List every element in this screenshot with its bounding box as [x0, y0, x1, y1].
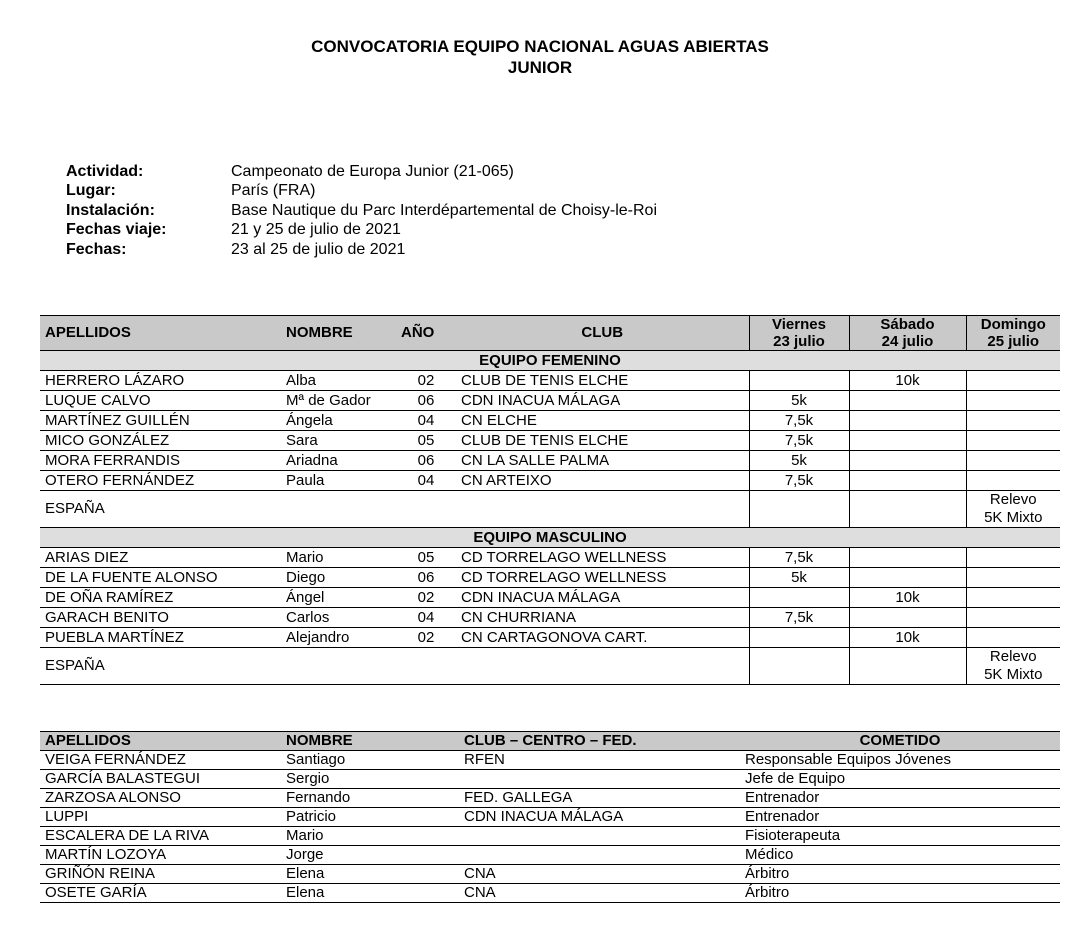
staff-row — [40, 751, 1060, 770]
cell-nombre: Alejandro — [281, 628, 396, 648]
table-row — [40, 471, 1060, 491]
staff-row — [40, 884, 1060, 903]
cell-club: CN LA SALLE PALMA — [456, 451, 749, 471]
cell-sabado — [849, 648, 966, 685]
cell-nombre: Diego — [281, 568, 396, 588]
header-viernes-date: 23 julio — [773, 333, 825, 350]
header-domingo-day: Domingo — [980, 316, 1046, 333]
cell-nombre: Elena — [281, 865, 459, 884]
document-title: CONVOCATORIA EQUIPO NACIONAL AGUAS ABIERTAS — [311, 37, 769, 56]
relay-label: Relevo — [989, 648, 1037, 665]
cell-sabado — [849, 568, 966, 588]
cell-apellidos: DE OÑA RAMÍREZ — [40, 588, 281, 608]
cell-nombre: Mario — [281, 827, 459, 846]
cell-nombre: Sara — [281, 431, 396, 451]
cell-apellidos: LUQUE CALVO — [40, 391, 281, 411]
cell-apellidos: OSETE GARÍA — [40, 884, 281, 903]
cell-anio — [396, 491, 456, 528]
cell-viernes: 5k — [749, 451, 849, 471]
cell-domingo — [966, 608, 1060, 628]
cell-anio: 06 — [396, 568, 456, 588]
cell-sabado — [849, 431, 966, 451]
cell-club — [459, 770, 740, 789]
header-apellidos: APELLIDOS — [40, 316, 281, 351]
cell-domingo-relay — [966, 491, 1060, 528]
table-row — [40, 588, 1060, 608]
cell-club: CLUB DE TENIS ELCHE — [456, 371, 749, 391]
info-label: Actividad: — [66, 163, 144, 180]
cell-sabado: 10k — [849, 628, 966, 648]
cell-cometido: Entrenador — [740, 808, 1060, 827]
cell-apellidos: ESCALERA DE LA RIVA — [40, 827, 281, 846]
cell-sabado — [849, 451, 966, 471]
team-table-header — [40, 316, 1060, 351]
cell-apellidos: ZARZOSA ALONSO — [40, 789, 281, 808]
cell-nombre: Carlos — [281, 608, 396, 628]
cell-apellidos: GARCÍA BALASTEGUI — [40, 770, 281, 789]
cell-apellidos: GARACH BENITO — [40, 608, 281, 628]
cell-club: CDN INACUA MÁLAGA — [459, 808, 740, 827]
cell-nombre: Ángela — [281, 411, 396, 431]
cell-viernes: 7,5k — [749, 471, 849, 491]
cell-club: CLUB DE TENIS ELCHE — [456, 431, 749, 451]
cell-nombre: Ariadna — [281, 451, 396, 471]
info-row-lugar — [66, 181, 657, 200]
cell-cometido: Responsable Equipos Jóvenes — [740, 751, 1060, 770]
header-club: CLUB — [456, 316, 749, 351]
cell-viernes — [749, 371, 849, 391]
cell-cometido: Médico — [740, 846, 1060, 865]
cell-viernes — [749, 491, 849, 528]
cell-apellidos: ARIAS DIEZ — [40, 548, 281, 568]
cell-anio: 04 — [396, 608, 456, 628]
cell-nombre — [281, 648, 396, 685]
cell-apellidos: MORA FERRANDIS — [40, 451, 281, 471]
info-label: Lugar: — [66, 182, 116, 200]
cell-domingo — [966, 431, 1060, 451]
activity-info — [66, 162, 657, 259]
staff-row — [40, 827, 1060, 846]
cell-viernes — [749, 648, 849, 685]
staff-table-header — [40, 732, 1060, 751]
cell-club: CDN INACUA MÁLAGA — [456, 588, 749, 608]
cell-anio: 02 — [396, 371, 456, 391]
cell-apellidos: ESPAÑA — [40, 648, 281, 685]
cell-club: RFEN — [459, 751, 740, 770]
cell-club — [456, 491, 749, 528]
cell-club: CNA — [459, 884, 740, 903]
table-row — [40, 628, 1060, 648]
header-viernes — [749, 316, 849, 351]
cell-apellidos: LUPPI — [40, 808, 281, 827]
cell-anio: 04 — [396, 471, 456, 491]
info-row-fechas — [66, 240, 657, 259]
cell-anio: 04 — [396, 411, 456, 431]
cell-viernes: 7,5k — [749, 431, 849, 451]
header-sabado — [849, 316, 966, 351]
cell-sabado — [849, 548, 966, 568]
cell-anio — [396, 648, 456, 685]
info-value: Campeonato de Europa Junior (21-065) — [231, 163, 514, 180]
cell-anio: 05 — [396, 548, 456, 568]
staff-header-cometido: COMETIDO — [740, 732, 1060, 751]
cell-apellidos: DE LA FUENTE ALONSO — [40, 568, 281, 588]
staff-table — [40, 731, 1060, 903]
cell-sabado — [849, 471, 966, 491]
cell-viernes — [749, 628, 849, 648]
cell-apellidos: GRIÑÓN REINA — [40, 865, 281, 884]
cell-domingo — [966, 548, 1060, 568]
cell-cometido: Fisioterapeuta — [740, 827, 1060, 846]
table-row — [40, 451, 1060, 471]
cell-sabado — [849, 411, 966, 431]
info-row-actividad — [66, 162, 657, 181]
cell-viernes: 7,5k — [749, 411, 849, 431]
section-header-femenino — [40, 351, 1060, 371]
table-row — [40, 431, 1060, 451]
relay-row — [40, 491, 1060, 528]
header-sabado-day: Sábado — [880, 316, 935, 333]
cell-nombre: Fernando — [281, 789, 459, 808]
cell-anio: 02 — [396, 628, 456, 648]
cell-club: CNA — [459, 865, 740, 884]
cell-anio: 02 — [396, 588, 456, 608]
cell-club: CN CARTAGONOVA CART. — [456, 628, 749, 648]
section-title: EQUIPO MASCULINO — [40, 528, 1060, 548]
cell-nombre: Ángel — [281, 588, 396, 608]
cell-nombre: Mª de Gador — [281, 391, 396, 411]
info-row-instalacion — [66, 201, 657, 220]
cell-nombre: Sergio — [281, 770, 459, 789]
cell-club: CDN INACUA MÁLAGA — [456, 391, 749, 411]
staff-row — [40, 789, 1060, 808]
info-label: Fechas: — [66, 240, 127, 258]
info-label: Instalación: — [66, 201, 155, 219]
cell-apellidos: PUEBLA MARTÍNEZ — [40, 628, 281, 648]
header-domingo — [966, 316, 1060, 351]
header-nombre: NOMBRE — [281, 316, 396, 351]
cell-sabado — [849, 491, 966, 528]
cell-domingo — [966, 588, 1060, 608]
cell-apellidos: MICO GONZÁLEZ — [40, 431, 281, 451]
info-value: Base Nautique du Parc Interdépartemental de Choisy-le-Roi — [231, 201, 658, 219]
cell-nombre: Mario — [281, 548, 396, 568]
cell-club: CN ARTEIXO — [456, 471, 749, 491]
cell-club — [456, 648, 749, 685]
team-table — [40, 315, 1060, 685]
cell-nombre — [281, 491, 396, 528]
staff-row — [40, 808, 1060, 827]
section-header-masculino — [40, 528, 1060, 548]
cell-viernes: 5k — [749, 391, 849, 411]
relay-row — [40, 648, 1060, 685]
cell-club — [459, 846, 740, 865]
cell-domingo — [966, 471, 1060, 491]
info-value: París (FRA) — [231, 182, 316, 200]
cell-domingo — [966, 371, 1060, 391]
cell-anio: 06 — [396, 451, 456, 471]
cell-viernes: 7,5k — [749, 548, 849, 568]
table-row — [40, 391, 1060, 411]
header-anio: AÑO — [396, 316, 456, 351]
section-title: EQUIPO FEMENINO — [40, 351, 1060, 371]
staff-row — [40, 865, 1060, 884]
staff-header-nombre: NOMBRE — [281, 732, 459, 751]
header-domingo-date: 25 julio — [987, 333, 1040, 350]
info-value: 21 y 25 de julio de 2021 — [231, 221, 401, 239]
cell-club: CD TORRELAGO WELLNESS — [456, 568, 749, 588]
cell-nombre: Jorge — [281, 846, 459, 865]
cell-nombre: Patricio — [281, 808, 459, 827]
cell-viernes — [749, 588, 849, 608]
info-label: Fechas viaje: — [66, 221, 167, 239]
cell-domingo — [966, 628, 1060, 648]
table-row — [40, 411, 1060, 431]
cell-domingo — [966, 568, 1060, 588]
cell-club: CD TORRELAGO WELLNESS — [456, 548, 749, 568]
table-row — [40, 608, 1060, 628]
document-subtitle: JUNIOR — [507, 58, 573, 77]
cell-domingo — [966, 451, 1060, 471]
cell-nombre: Paula — [281, 471, 396, 491]
cell-anio: 06 — [396, 391, 456, 411]
cell-cometido: Árbitro — [740, 865, 1060, 884]
cell-apellidos: OTERO FERNÁNDEZ — [40, 471, 281, 491]
cell-apellidos: ESPAÑA — [40, 491, 281, 528]
cell-apellidos: MARTÍN LOZOYA — [40, 846, 281, 865]
relay-event: 5K Mixto — [984, 509, 1043, 526]
staff-row — [40, 846, 1060, 865]
cell-sabado: 10k — [849, 371, 966, 391]
cell-sabado — [849, 608, 966, 628]
staff-row — [40, 770, 1060, 789]
cell-cometido: Entrenador — [740, 789, 1060, 808]
cell-cometido: Árbitro — [740, 884, 1060, 903]
cell-club — [459, 827, 740, 846]
cell-apellidos: VEIGA FERNÁNDEZ — [40, 751, 281, 770]
cell-club: FED. GALLEGA — [459, 789, 740, 808]
cell-domingo — [966, 391, 1060, 411]
cell-sabado — [849, 391, 966, 411]
cell-viernes: 5k — [749, 568, 849, 588]
cell-apellidos: MARTÍNEZ GUILLÉN — [40, 411, 281, 431]
cell-nombre: Elena — [281, 884, 459, 903]
staff-header-club: CLUB – CENTRO – FED. — [459, 732, 740, 751]
info-row-fechas-viaje — [66, 220, 657, 239]
info-value: 23 al 25 de julio de 2021 — [231, 240, 406, 258]
table-row — [40, 548, 1060, 568]
cell-nombre: Santiago — [281, 751, 459, 770]
header-viernes-day: Viernes — [772, 316, 826, 333]
cell-domingo — [966, 411, 1060, 431]
relay-label: Relevo — [989, 491, 1037, 508]
cell-club: CN CHURRIANA — [456, 608, 749, 628]
cell-sabado: 10k — [849, 588, 966, 608]
cell-viernes: 7,5k — [749, 608, 849, 628]
cell-club: CN ELCHE — [456, 411, 749, 431]
table-row — [40, 371, 1060, 391]
header-sabado-date: 24 julio — [881, 333, 934, 350]
table-row — [40, 568, 1060, 588]
cell-nombre: Alba — [281, 371, 396, 391]
staff-header-apellidos: APELLIDOS — [40, 732, 281, 751]
cell-anio: 05 — [396, 431, 456, 451]
cell-cometido: Jefe de Equipo — [740, 770, 1060, 789]
cell-domingo-relay — [966, 648, 1060, 685]
cell-apellidos: HERRERO LÁZARO — [40, 371, 281, 391]
relay-event: 5K Mixto — [984, 666, 1043, 683]
